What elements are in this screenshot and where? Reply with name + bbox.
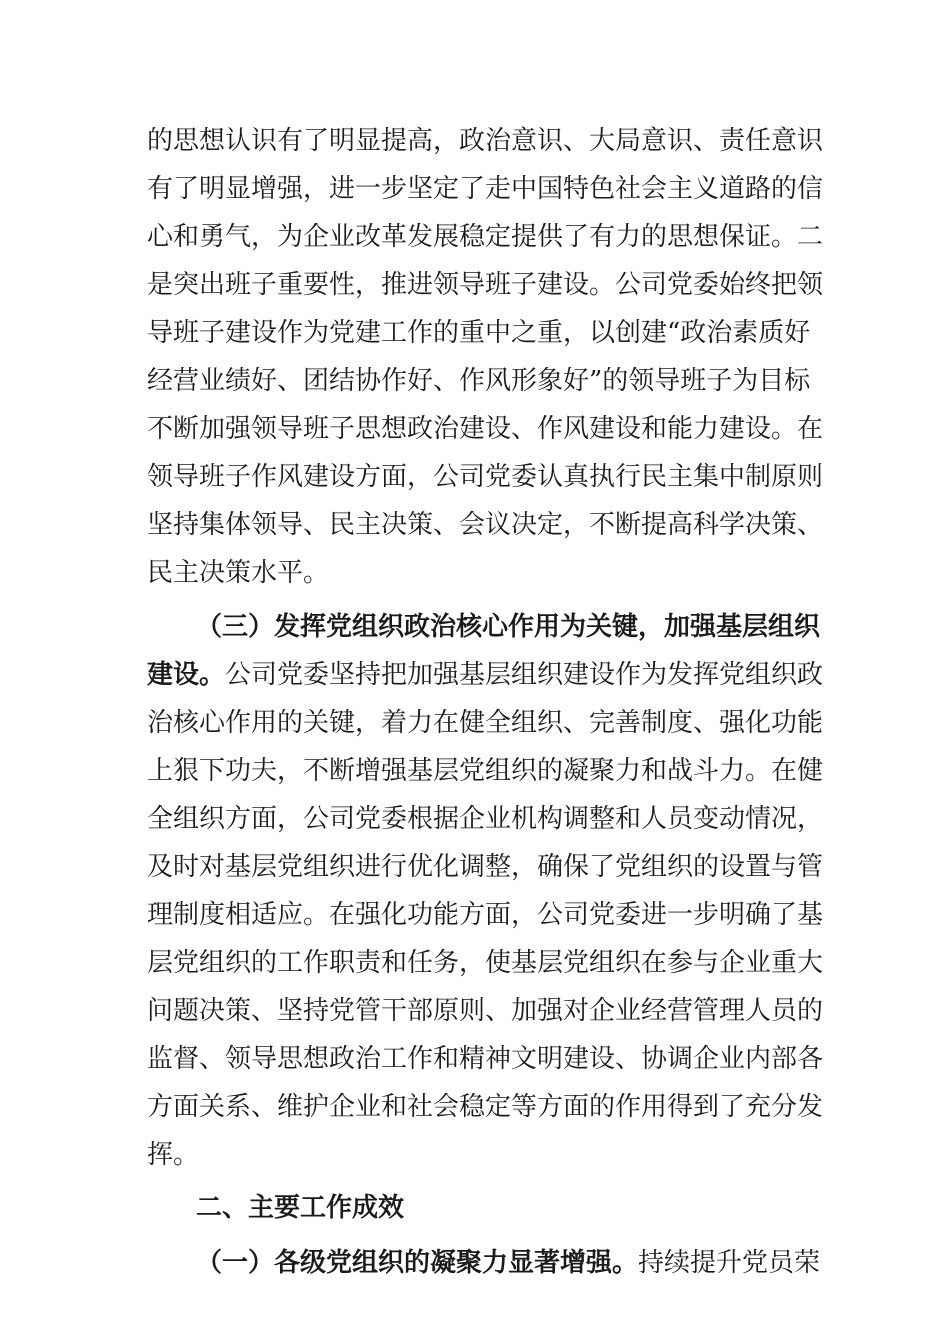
body-text-line: 层党组织的工作职责和任务，使基层党组织在参与企业重大 — [147, 948, 824, 978]
body-text-line: 的思想认识有了明显提高，政治意识、大局意识、责任意识 — [147, 126, 824, 156]
body-text-line: 及时对基层党组织进行优化调整，确保了党组织的设置与管 — [147, 852, 824, 882]
body-text-line: 有了明显增强，进一步坚定了走中国特色社会主义道路的信 — [147, 174, 824, 204]
body-text-line: 全组织方面，公司党委根据企业机构调整和人员变动情况， — [147, 804, 824, 834]
body-text-line — [147, 651, 824, 699]
body-text-span: 持续提升党员荣 — [638, 1248, 821, 1278]
body-text-line: 不断加强领导班子思想政治建设、作风建设和能力建设。在 — [147, 414, 824, 444]
body-text-line: 方面关系、维护企业和社会稳定等方面的作用得到了充分发 — [147, 1092, 824, 1122]
body-text-line: 上狠下功夫，不断增强基层党组织的凝聚力和战斗力。在健 — [147, 756, 824, 786]
body-text-line: 心和勇气，为企业改革发展稳定提供了有力的思想保证。二 — [147, 222, 824, 252]
body-text-line: 是突出班子重要性，推进领导班子建设。公司党委始终把领 — [147, 270, 824, 300]
section-heading: 二、主要工作成效 — [196, 1193, 405, 1223]
body-text-line: 监督、领导思想政治工作和精神文明建设、协调企业内部各 — [147, 1044, 824, 1074]
body-text-line: 问题决策、坚持党管干部原则、加强对企业经营管理人员的 — [147, 996, 824, 1026]
subsection-heading-bold: （三）发挥党组织政治核心作用为关键，加强基层组织 — [196, 612, 821, 642]
body-text-line: 坚持集体领导、民主决策、会议决定，不断提高科学决策、 — [147, 510, 824, 540]
body-text-line: 理制度相适应。在强化功能方面，公司党委进一步明确了基 — [147, 900, 824, 930]
subsection-heading-line — [196, 603, 821, 651]
body-text-line: 导班子建设作为党建工作的重中之重，以创建“政治素质好 — [147, 318, 811, 348]
body-text-line: 治核心作用的关键，着力在健全组织、完善制度、强化功能 — [147, 708, 824, 738]
body-text-line: 领导班子作风建设方面，公司党委认真执行民主集中制原则 — [147, 462, 824, 492]
body-text-line: 民主决策水平。 — [147, 558, 330, 588]
body-text-line: 挥。 — [147, 1140, 200, 1170]
body-text-span: 公司党委坚持把加强基层组织建设作为发挥党组织政 — [225, 660, 824, 690]
subsection-heading-bold: （一）各级党组织的凝聚力显著增强。 — [196, 1248, 639, 1278]
body-text-line: 经营业绩好、团结协作好、作风形象好”的领导班子为目标 — [147, 366, 811, 396]
subsection-heading-bold: 建设。 — [147, 660, 226, 690]
body-text-line — [196, 1239, 821, 1287]
